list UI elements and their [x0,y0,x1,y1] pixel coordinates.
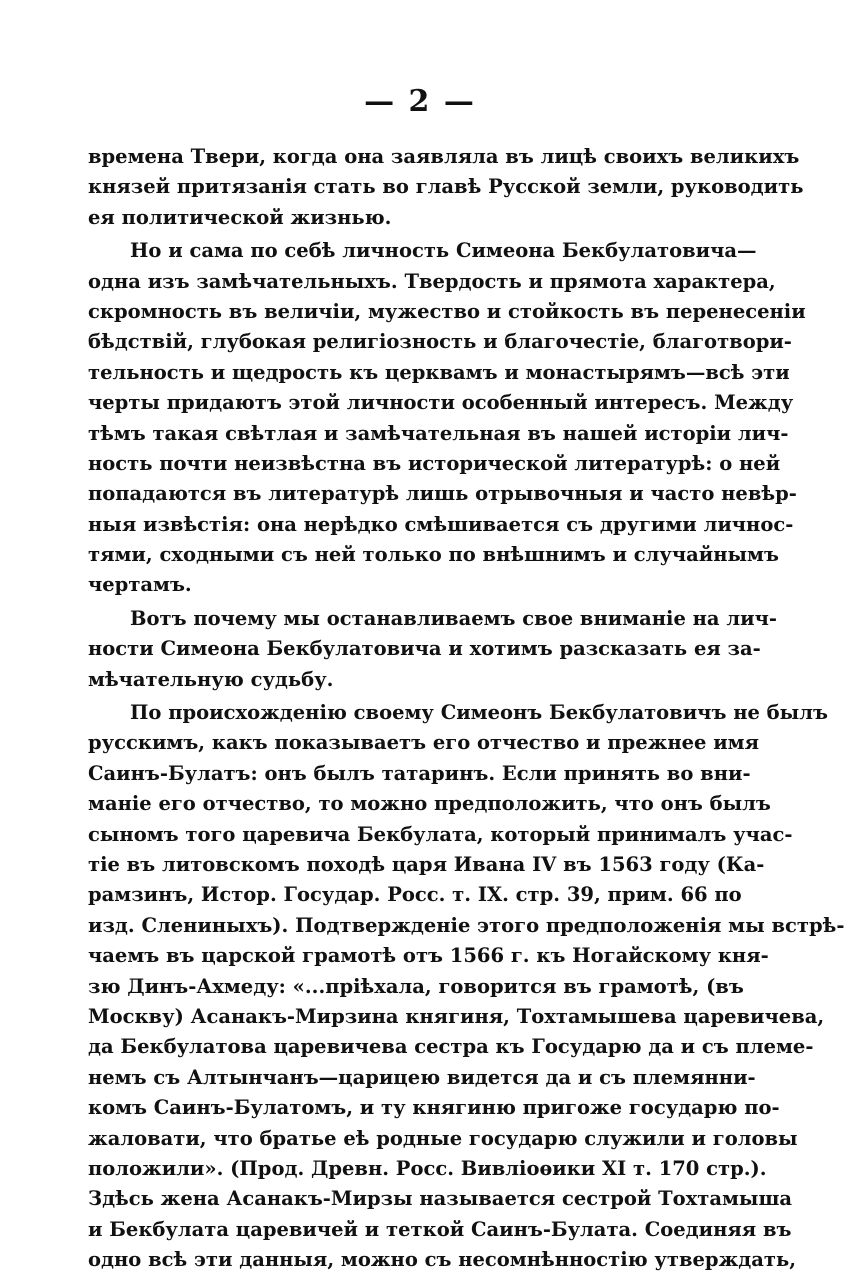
text-line: времена Твери, когда она заявляла въ лицѣ своихъ великихъ [88,145,800,168]
text-line: тями, сходными съ ней только по внѣшнимъ и случайнымъ [88,543,779,567]
text-line: скромность въ величіи, мужество и стойкость въ перенесеніи [88,299,806,323]
text-line: князей притязанія стать во главѣ Русской земли, руководить [88,175,804,199]
text-line: да Бекбулатова царевичева сестра къ Государю да и съ племе- [88,1035,814,1059]
body-text [88,142,844,1275]
text-line: немъ съ Алтынчанъ—царицею видется да и съ племянни- [88,1065,756,1089]
text-line: зю Динъ-Ахмеду: «...пріѣхала, говорится въ грамотѣ, (въ [88,974,744,998]
text-line: ныя извѣстія: она нерѣдко смѣшивается съ другими личнос- [88,512,794,536]
text-line: мѣчательную судьбу. [88,667,334,691]
text-line: тіе въ литовскомъ походѣ царя Ивана IV въ 1563 году (Ка- [88,852,765,876]
text-line: одна изъ замѣчательныхъ. Твердость и прямота характера, [88,269,776,293]
text-line: жаловати, что братье еѣ родные государю служили и головы [88,1126,798,1150]
text-line: Вотъ почему мы останавливаемъ свое вниманіе на лич- [130,606,777,630]
text-line: ности Симеона Бекбулатовича и хотимъ разсказать ея за- [88,637,761,661]
text-line: ея политической жизнью. [88,205,392,229]
text-line: Но и сама по себѣ личность Симеона Бекбулатовича— [130,239,757,263]
text-line: тельность и щедрость къ церквамъ и монастырямъ—всѣ эти [88,360,790,384]
text-line: Москву) Асанакъ-Мирзина княгиня, Тохтамышева царевичева, [88,1004,825,1028]
text-line: положили». (Прод. Древн. Росс. Вивліоѳики XI т. 170 стр.). [88,1156,767,1180]
page-number: — 2 — [364,84,476,119]
text-line: русскимъ, какъ показываетъ его отчество и прежнее имя [88,731,759,755]
text-line: тѣмъ такая свѣтлая и замѣчательная въ нашей исторіи лич- [88,421,789,445]
text-line: изд. Слениныхъ). Подтвержденіе этого предположенія мы встрѣ- [88,913,844,937]
text-line: попадаются въ литературѣ лишь отрывочныя и часто невѣр- [88,482,797,506]
text-line: и Бекбулата царевичей и теткой Саинъ-Булата. Соединяя въ [88,1217,792,1241]
text-line: маніе его отчество, то можно предположить, что онъ былъ [88,792,771,816]
text-line: рамзинъ, Истор. Государ. Росс. т. IX. стр. 39, прим. 66 по [88,883,742,907]
text-line: комъ Саинъ-Булатомъ, и ту княгиню пригоже государю по- [88,1096,780,1120]
text-line: чаемъ въ царской грамотѣ отъ 1566 г. къ Ногайскому кня- [88,944,769,968]
text-line: Саинъ-Булатъ: онъ былъ татаринъ. Если принять во вни- [88,761,751,785]
text-line: По происхожденію своему Симеонъ Бекбулатовичъ не былъ [130,701,828,725]
text-line: ность почти неизвѣстна въ исторической литературѣ: о ней [88,451,781,475]
text-line: сыномъ того царевича Бекбулата, который принималъ учас- [88,822,793,846]
text-line: Здѣсь жена Асанакъ-Мирзы называется сестрой Тохтамыша [88,1187,793,1211]
text-line: чертамъ. [88,573,192,597]
text-line: одно всѣ эти данныя, можно съ несомнѣнностію утверждать, [88,1248,796,1272]
text-line: черты придаютъ этой личности особенный интересъ. Между [88,391,794,415]
text-line: бѣдствій, глубокая религіозность и благочестіе, благотвори- [88,330,792,354]
